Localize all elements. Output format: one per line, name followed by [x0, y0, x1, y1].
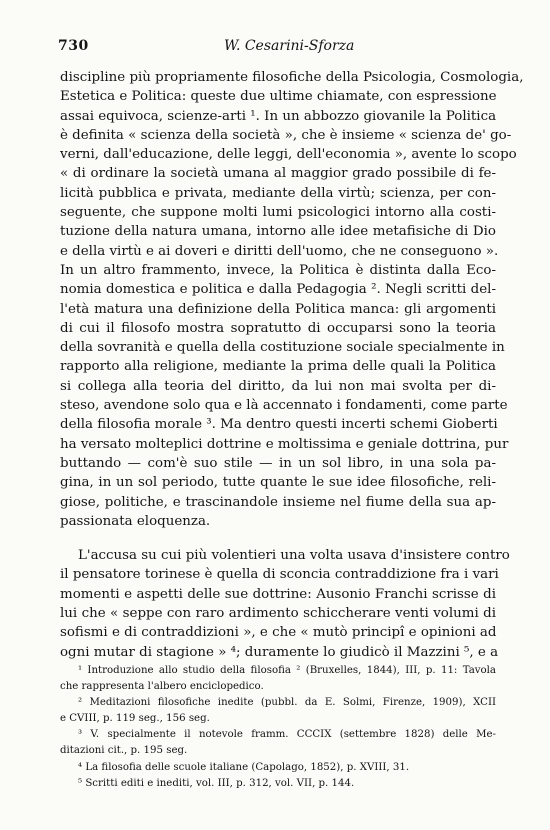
- footnote-line: ¹ Introduzione allo studio della filosofia ² (Bruxelles, 1844), III, p. 11: Tavola: [78, 665, 496, 676]
- text-line: licità pubblica e privata, mediante della virtù; scienza, per con-: [60, 185, 496, 201]
- footnote-line: ⁴ La filosofia delle scuole italiane (Capolago, 1852), p. XVIII, 31.: [78, 761, 410, 773]
- text-line: e della virtù e ai doveri e diritti dell'uomo, che ne conseguono ».: [60, 243, 499, 259]
- paragraph-1: [60, 68, 524, 531]
- text-line: momenti e aspetti delle sue dottrine: Ausonio Franchi scrisse di: [60, 586, 496, 602]
- text-line: ha versato molteplici dottrine e moltissima e geniale dottrina, pur: [60, 436, 509, 452]
- footnote-line: ² Meditazioni filosofiche inedite (pubbl. da E. Solmi, Firenze, 1909), XCII: [78, 697, 496, 709]
- footnote-line: ³ V. specialmente il notevole framm. CCCIX (settembre 1828) delle Me-: [78, 729, 496, 741]
- page-number: 730: [58, 38, 89, 54]
- text-line: il pensatore torinese è quella di sconcia contraddizione fra i vari: [60, 567, 499, 583]
- text-line: assai equivoca, scienze-arti ¹. In un abbozzo giovanile la Politica: [60, 108, 497, 124]
- text-line: sofismi e di contraddizioni », e che « mutò principî e opinioni ad: [60, 625, 497, 641]
- text-line: è definita « scienza della società », che è insieme « scienza de' go-: [60, 127, 512, 143]
- text-line: passionata eloquenza.: [60, 513, 211, 529]
- text-line: ogni mutar di stagione » ⁴; duramente lo giudicò il Mazzini ⁵, e a: [60, 644, 499, 660]
- footnotes: [60, 663, 496, 792]
- text-line: giose, politiche, e trascinandole insieme nel fiume della sua ap-: [60, 494, 496, 510]
- text-line: nomia domestica e politica e dalla Pedagogia ². Negli scritti del-: [60, 282, 496, 298]
- footnote-line: ⁵ Scritti editi e inediti, vol. III, p. 312, vol. VII, p. 144.: [78, 777, 355, 789]
- body-text: [60, 68, 524, 662]
- text-line: si collega alla teoria del diritto, da lui non mai svolta per di-: [60, 378, 496, 394]
- text-line: tuzione della natura umana, intorno alle idee metafisiche di Dio: [60, 224, 496, 240]
- paragraph-gap: [60, 531, 496, 546]
- text-line: della filosofia morale ³. Ma dentro questi incerti schemi Gioberti: [60, 417, 498, 433]
- text-line: lui che « seppe con raro ardimento schiccherare venti volumi di: [60, 606, 496, 622]
- text-line: gina, in un sol periodo, tutte quante le sue idee filosofiche, reli-: [60, 475, 496, 491]
- text-line: di cui il filosofo mostra sopratutto di occuparsi sono la teoria: [60, 320, 496, 336]
- text-line: l'età matura una definizione della Politica manca: gli argomenti: [60, 301, 496, 317]
- text-line: Estetica e Politica: queste due ultime chiamate, con espressione: [60, 89, 497, 105]
- footnote-line: e CVIII, p. 119 seg., 156 seg.: [60, 713, 210, 725]
- text-line: In un altro frammento, invece, la Politica è distinta dalla Eco-: [60, 262, 496, 278]
- text-line: rapporto alla religione, mediante la prima delle quali la Politica: [60, 359, 496, 375]
- text-line: L'accusa su cui più volentieri una volta usava d'insistere contro: [78, 548, 510, 564]
- paragraph-2: [60, 546, 510, 662]
- footnote-line: che rappresenta l'albero enciclopedico.: [60, 681, 264, 693]
- text-line: seguente, che suppone molti lumi psicologici intorno alla costi-: [60, 205, 496, 221]
- text-line: verni, dall'educazione, delle leggi, dell'economia », avente lo scopo: [60, 147, 517, 163]
- footnote-line: ditazioni cit., p. 195 seg.: [60, 745, 188, 757]
- text-line: della sovranità e quella della costituzione sociale specialmente in: [60, 340, 505, 356]
- text-line: steso, avendone solo qua e là accennato i fondamenti, come parte: [60, 398, 508, 414]
- text-line: buttando — com'è suo stile — in un sol libro, in una sola pa-: [60, 455, 496, 471]
- running-head: W. Cesarini-Sforza: [224, 38, 355, 54]
- text-line: « di ordinare la società umana al maggior grado possibile di fe-: [60, 166, 496, 182]
- text-line: discipline più propriamente filosofiche della Psicologia, Cosmologia,: [60, 70, 524, 85]
